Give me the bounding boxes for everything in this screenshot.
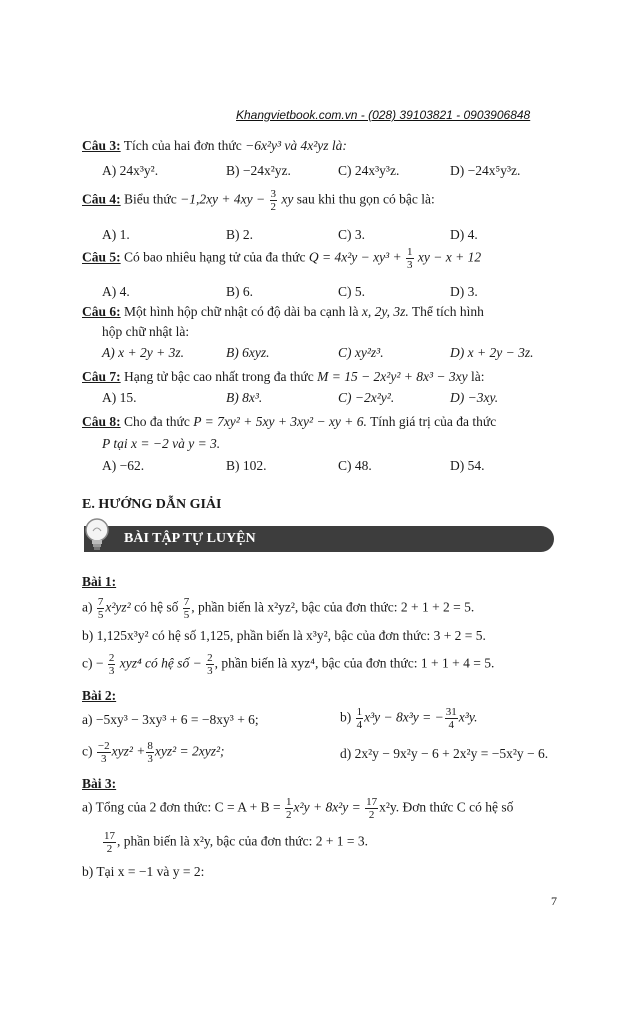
fraction-numerator: 7 bbox=[97, 596, 104, 608]
question-4 bbox=[82, 188, 435, 213]
bai-3-b: b) Tại x = −1 và y = 2: bbox=[82, 864, 205, 879]
item-marker: a) bbox=[82, 599, 93, 615]
bai-1-b: b) 1,125x³y² có hệ số 1,125, phần biến là x³y², bậc của đơn thức: 3 + 2 = 5. bbox=[82, 628, 486, 643]
q4-option-d: D) 4. bbox=[450, 227, 478, 242]
q5-option-a: A) 4. bbox=[102, 284, 130, 299]
bai-3-a bbox=[82, 796, 513, 821]
question-8-expr: P = 7xy² + 5xy + 3xy² − xy + 6. bbox=[193, 414, 367, 429]
question-7-stem: Hạng tử bậc cao nhất trong đa thức bbox=[124, 369, 314, 384]
text: có hệ số bbox=[134, 599, 179, 615]
question-4-tail: sau khi thu gọn có bậc là: bbox=[296, 191, 435, 207]
q6-option-c: C) xy²z³. bbox=[338, 345, 384, 360]
fraction-denominator: 2 bbox=[106, 843, 113, 855]
question-5-expr: Q = 4x²y − xy³ + bbox=[308, 249, 402, 265]
fraction-denominator: 3 bbox=[207, 665, 213, 677]
question-5-expr-tail: xy − x + 12 bbox=[417, 249, 482, 265]
fraction-numerator: 17 bbox=[366, 796, 378, 808]
bai-1-label: Bài 1: bbox=[82, 574, 117, 589]
bai-1-c bbox=[82, 652, 494, 677]
question-4-expr-tail: xy bbox=[281, 191, 294, 207]
text: x²y. Đơn thức C có hệ số bbox=[379, 799, 514, 815]
fraction bbox=[365, 796, 378, 821]
q6-option-d: D) x + 2y − 3z. bbox=[450, 345, 534, 360]
q7-option-d: D) −3xy. bbox=[450, 390, 499, 405]
q6-option-a: A) x + 2y + 3z. bbox=[102, 345, 184, 360]
fraction-numerator: 2 bbox=[108, 652, 115, 664]
question-5-stem: Có bao nhiêu hạng tử của đa thức bbox=[124, 249, 306, 265]
q8-option-c: C) 48. bbox=[338, 458, 372, 473]
q4-option-b: B) 2. bbox=[226, 227, 253, 242]
coefficient-fraction bbox=[183, 596, 191, 621]
q8-option-b: B) 102. bbox=[226, 458, 267, 473]
item-marker: b) bbox=[340, 709, 352, 725]
text: , phần biến là x²y, bậc của đơn thức: 2 + 1 = 3. bbox=[117, 833, 369, 849]
question-3-expr: −6x²y³ và 4x²yz là: bbox=[245, 138, 347, 153]
question-4-label: Câu 4: bbox=[82, 191, 121, 207]
expression: xyz² = 2xyz²; bbox=[154, 743, 225, 759]
fraction-numerator: 3 bbox=[270, 188, 277, 200]
q6-option-b: B) 6xyz. bbox=[226, 345, 270, 360]
q8-option-d: D) 54. bbox=[450, 458, 485, 473]
fraction-numerator: 1 bbox=[356, 706, 363, 718]
question-8-line2: P tại x = −2 và y = 3. bbox=[102, 436, 221, 451]
question-8-stem: Cho đa thức bbox=[124, 414, 190, 429]
fraction-denominator: 5 bbox=[97, 609, 104, 621]
q8-option-a: A) −62. bbox=[102, 458, 145, 473]
expression: x³y. bbox=[458, 709, 478, 725]
question-7-tail: là: bbox=[471, 369, 485, 384]
fraction-numerator: 2 bbox=[207, 652, 213, 664]
question-6-dims: x, 2y, 3z. bbox=[361, 304, 409, 319]
q3-option-c: C) 24x³y³z. bbox=[338, 163, 400, 178]
fraction-denominator: 4 bbox=[448, 719, 455, 731]
expression: x²y + 8x²y = bbox=[293, 799, 361, 815]
expression: x³y − 8x³y = − bbox=[364, 709, 444, 725]
fraction-denominator: 4 bbox=[356, 719, 363, 731]
bai-2-label: Bài 2: bbox=[82, 688, 117, 703]
question-8-label: Câu 8: bbox=[82, 414, 121, 429]
question-7-expr: M = 15 − 2x²y² + 8x³ − 3xy bbox=[317, 369, 468, 384]
bai-3-label: Bài 3: bbox=[82, 776, 117, 791]
question-8-tail: Tính giá trị của đa thức bbox=[370, 414, 497, 429]
q7-option-c: C) −2x²y². bbox=[338, 390, 395, 405]
bai-2-b bbox=[340, 706, 477, 731]
fraction-numerator: 17 bbox=[104, 830, 115, 842]
question-3-stem: Tích của hai đơn thức bbox=[123, 138, 242, 153]
question-6 bbox=[82, 304, 484, 320]
bai-2-a: a) −5xy³ − 3xy³ + 6 = −8xy³ + 6; bbox=[82, 712, 259, 727]
fraction-numerator: −2 bbox=[97, 740, 110, 752]
q4-option-c: C) 3. bbox=[338, 227, 365, 242]
bai-1-a bbox=[82, 596, 474, 621]
page-number: 7 bbox=[551, 894, 557, 908]
fraction bbox=[285, 796, 293, 821]
coefficient-fraction bbox=[206, 652, 214, 677]
fraction-denominator: 3 bbox=[147, 753, 153, 765]
q3-option-b: B) −24x²yz. bbox=[226, 163, 291, 178]
fraction bbox=[146, 740, 154, 765]
question-5-fraction bbox=[406, 246, 414, 271]
q7-option-b: B) 8x³. bbox=[226, 390, 263, 405]
fraction-numerator: 1 bbox=[407, 246, 413, 258]
question-6-tail: Thể tích hình bbox=[411, 304, 484, 319]
monomial: x²yz² bbox=[105, 599, 131, 615]
question-4-fraction bbox=[270, 188, 278, 213]
fraction-numerator: 31 bbox=[445, 706, 457, 718]
banner-title: BÀI TẬP TỰ LUYỆN bbox=[124, 531, 256, 546]
fraction bbox=[356, 706, 364, 731]
item-marker: c) − bbox=[82, 655, 104, 671]
bai-2-d: d) 2x²y − 9x²y − 6 + 2x²y = −5x²y − 6. bbox=[340, 746, 549, 761]
q4-option-a: A) 1. bbox=[102, 227, 130, 242]
fraction-denominator: 3 bbox=[407, 259, 413, 271]
page-header: Khangvietbook.com.vn - (028) 39103821 - 0903906848 bbox=[236, 108, 531, 122]
q5-option-c: C) 5. bbox=[338, 284, 365, 299]
monomial: xyz⁴ có hệ số − bbox=[119, 655, 202, 671]
fraction-denominator: 2 bbox=[368, 809, 375, 821]
question-8 bbox=[82, 414, 496, 430]
fraction-denominator: 3 bbox=[108, 665, 115, 677]
fraction bbox=[108, 652, 116, 677]
fraction bbox=[103, 830, 116, 855]
question-3-label: Câu 3: bbox=[82, 138, 121, 153]
q3-option-d: D) −24x⁵y³z. bbox=[450, 163, 521, 178]
question-4-expr: −1,2xy + 4xy − bbox=[180, 191, 266, 207]
text: a) Tổng của 2 đơn thức: C = A + B = bbox=[82, 799, 281, 815]
fraction-denominator: 2 bbox=[286, 809, 292, 821]
question-6-stem: Một hình hộp chữ nhật có độ dài ba cạnh là bbox=[124, 304, 359, 319]
fraction bbox=[97, 740, 111, 765]
fraction-numerator: 1 bbox=[286, 796, 292, 808]
fraction-denominator: 3 bbox=[100, 753, 107, 765]
question-5 bbox=[82, 246, 481, 271]
question-3 bbox=[82, 138, 347, 154]
bai-2-c bbox=[82, 740, 225, 765]
expression: xyz² + bbox=[111, 743, 146, 759]
q3-option-a: A) 24x³y². bbox=[102, 163, 159, 178]
q7-option-a: A) 15. bbox=[102, 390, 137, 405]
text: , phần biến là xyz⁴, bậc của đơn thức: 1 + 1 + 4 = 5. bbox=[214, 655, 495, 671]
fraction bbox=[445, 706, 458, 731]
question-6-label: Câu 6: bbox=[82, 304, 121, 319]
fraction-numerator: 7 bbox=[183, 596, 190, 608]
question-6-line2: hộp chữ nhật là: bbox=[102, 324, 190, 339]
item-marker: c) bbox=[82, 743, 93, 759]
fraction-denominator: 2 bbox=[270, 201, 277, 213]
fraction-denominator: 5 bbox=[183, 609, 190, 621]
fraction bbox=[97, 596, 105, 621]
q5-option-b: B) 6. bbox=[226, 284, 253, 299]
fraction-numerator: 8 bbox=[147, 740, 153, 752]
q5-option-d: D) 3. bbox=[450, 284, 478, 299]
question-5-label: Câu 5: bbox=[82, 249, 121, 265]
text: , phần biến là x²yz², bậc của đơn thức: 2 + 1 + 2 = 5. bbox=[191, 599, 475, 615]
lightbulb-icon bbox=[84, 517, 110, 555]
section-heading: E. HƯỚNG DẪN GIẢI bbox=[82, 497, 222, 512]
question-4-stem: Biểu thức bbox=[124, 191, 177, 207]
question-7 bbox=[82, 369, 485, 385]
bai-3-a-cont bbox=[102, 830, 368, 855]
question-7-label: Câu 7: bbox=[82, 369, 121, 384]
